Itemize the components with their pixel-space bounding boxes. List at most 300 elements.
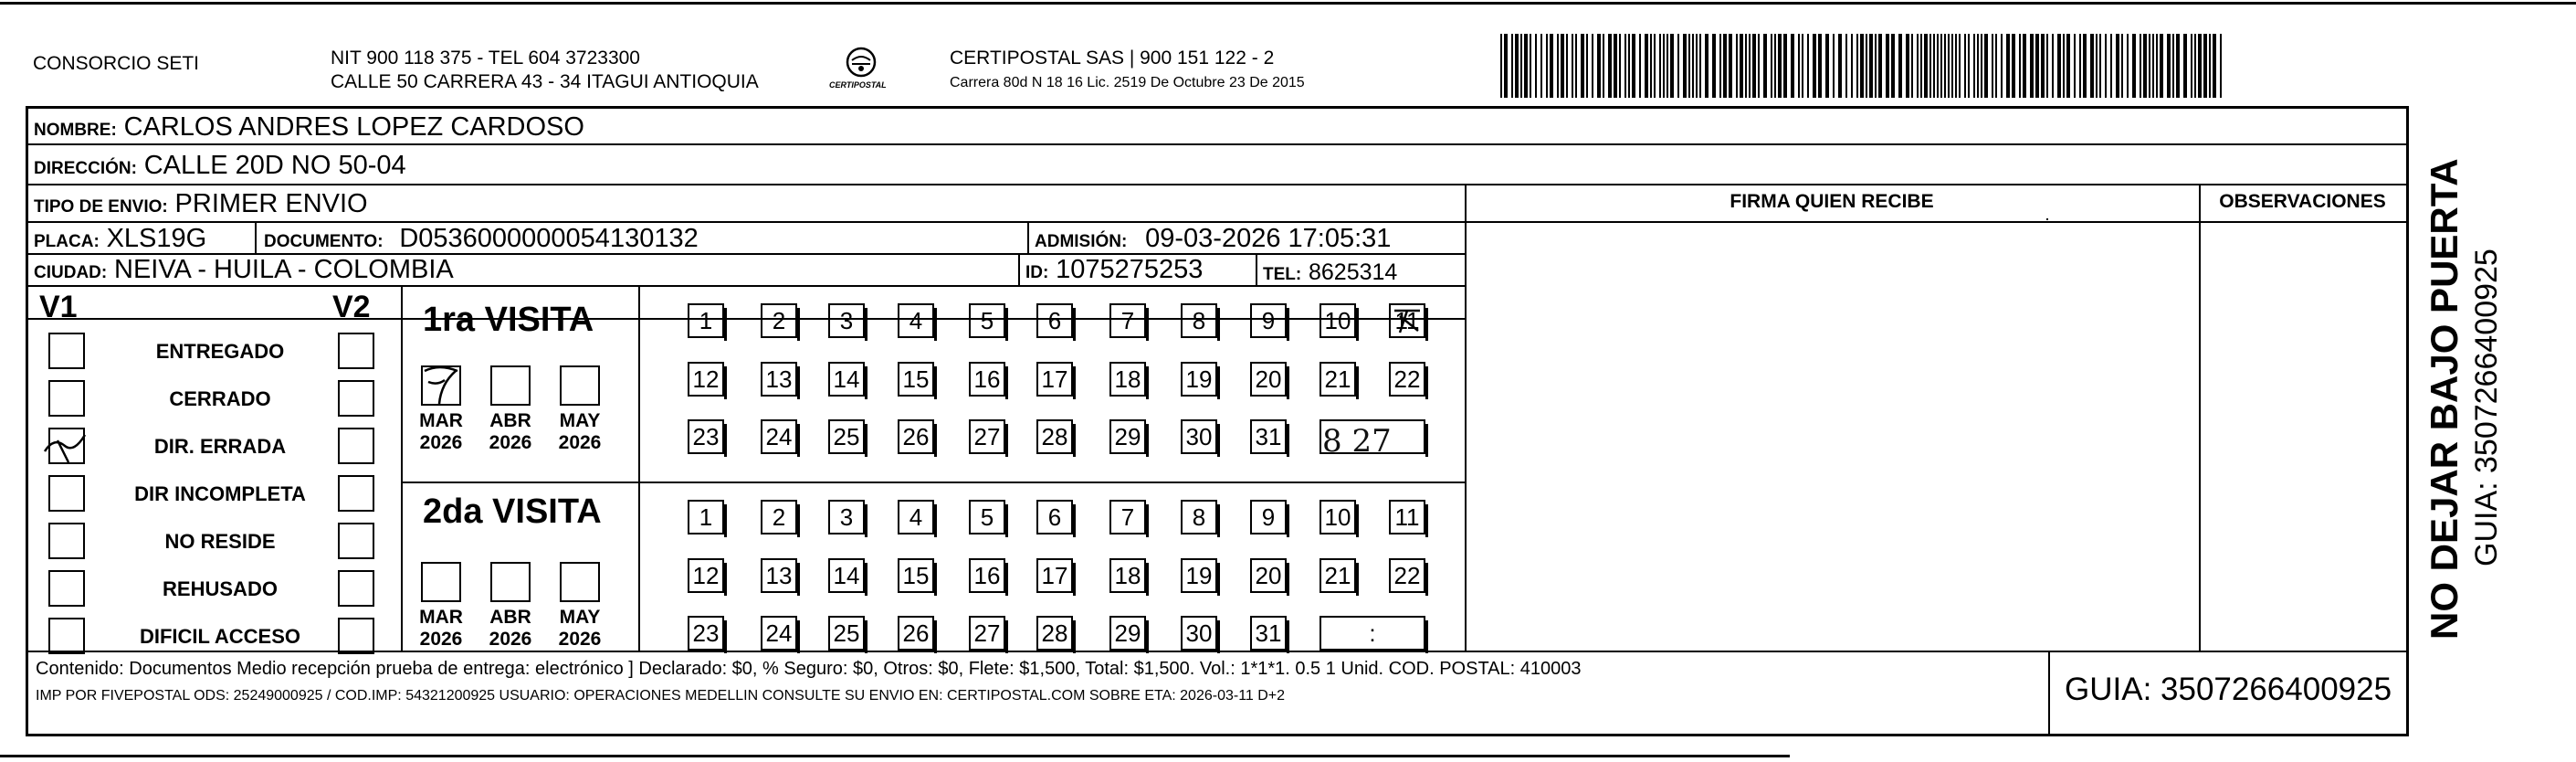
day-checkbox[interactable]: 26 xyxy=(898,419,934,454)
barcode-bar xyxy=(2083,34,2087,98)
barcode-icon xyxy=(1500,34,2226,98)
day-checkbox[interactable]: 13 xyxy=(761,558,797,593)
month-label xyxy=(478,607,543,651)
v2-checkbox[interactable] xyxy=(338,333,374,369)
tel-value: 8625314 xyxy=(1309,259,1398,285)
month-label xyxy=(547,410,613,454)
barcode-bar xyxy=(1654,34,1656,98)
day-checkbox[interactable]: 29 xyxy=(1109,419,1146,454)
barcode-bar xyxy=(2191,34,2192,98)
barcode-bar xyxy=(2074,34,2076,98)
barcode-bar xyxy=(1778,34,1782,98)
barcode-bar xyxy=(1530,34,1531,98)
v2-checkbox[interactable] xyxy=(338,428,374,464)
barcode-bar xyxy=(1955,34,1957,98)
barcode-bar xyxy=(2063,34,2065,98)
day-checkbox[interactable]: 18 xyxy=(1109,558,1146,593)
barcode-bar xyxy=(1597,34,1601,98)
barcode-bar xyxy=(2203,34,2207,98)
barcode-bar xyxy=(1557,34,1559,98)
barcode-bar xyxy=(1628,34,1630,98)
day-checkbox[interactable]: 14 xyxy=(828,362,865,397)
col-line xyxy=(1465,184,1467,651)
barcode-bar xyxy=(1929,34,1931,98)
barcode-bar xyxy=(1802,34,1803,98)
barcode-bar xyxy=(2172,34,2174,98)
col-line xyxy=(1256,253,1257,285)
barcode-bar xyxy=(2140,34,2141,98)
barcode-bar xyxy=(1752,34,1756,98)
day-checkbox[interactable]: 17 xyxy=(1036,558,1073,593)
day-checkbox[interactable]: 5 xyxy=(969,303,1005,338)
barcode-bar xyxy=(1856,34,1858,98)
barcode-bar xyxy=(1504,34,1508,98)
month-checkbox[interactable] xyxy=(560,562,600,602)
barcode-bar xyxy=(1869,34,1873,98)
barcode-bar xyxy=(1964,34,1966,98)
day-checkbox[interactable]: 19 xyxy=(1181,558,1217,593)
footer-guia: GUIA: 3507266400925 xyxy=(2065,672,2392,707)
status-label: ENTREGADO xyxy=(155,340,285,363)
tipo-envio-field xyxy=(34,189,368,222)
barcode-bar xyxy=(1535,34,1537,98)
barcode-bar xyxy=(1692,34,1694,98)
barcode-bar xyxy=(1981,34,1982,98)
barcode-bar xyxy=(2090,34,2094,98)
v2-checkbox[interactable] xyxy=(338,475,374,512)
day-checkbox[interactable]: 31 xyxy=(1250,616,1287,651)
barcode-bar xyxy=(2105,34,2107,98)
barcode-bar xyxy=(1614,34,1617,98)
barcode-bar xyxy=(2209,34,2211,98)
status-label: DIFICIL ACCESO xyxy=(139,625,300,648)
barcode-bar xyxy=(2176,34,2180,98)
day-checkbox[interactable]: 10 xyxy=(1320,303,1356,338)
month-checkbox[interactable] xyxy=(421,562,461,602)
certipostal-logo xyxy=(829,44,889,97)
day-checkbox[interactable]: 11 xyxy=(1389,303,1425,338)
company-name: CONSORCIO SETI xyxy=(33,53,200,74)
v2-checkbox[interactable] xyxy=(338,380,374,417)
month-name: MAR xyxy=(419,607,463,628)
documento-label: DOCUMENTO: xyxy=(264,232,384,251)
barcode-bar xyxy=(1546,34,1548,98)
nombre-label: NOMBRE: xyxy=(34,121,117,140)
barcode-bar xyxy=(1833,34,1835,98)
col-line xyxy=(2199,184,2201,651)
barcode-bar xyxy=(2057,34,2061,98)
barcode-bar xyxy=(2110,34,2112,98)
barcode-bar xyxy=(1712,34,1716,98)
time-box[interactable]: : xyxy=(1320,616,1425,651)
month-name: ABR xyxy=(489,607,531,628)
barcode-bar xyxy=(2194,34,2196,98)
handwritten-check-icon xyxy=(41,424,92,466)
barcode-bar xyxy=(1878,34,1882,98)
v2-checkbox[interactable] xyxy=(338,618,374,654)
barcode-bar xyxy=(2156,34,2158,98)
barcode-bar xyxy=(1891,34,1895,98)
barcode-bar xyxy=(1940,34,1942,98)
barcode xyxy=(1500,34,2226,98)
barcode-bar xyxy=(1763,34,1767,98)
day-checkbox[interactable]: 3 xyxy=(828,303,865,338)
firma-header: FIRMA QUIEN RECIBE xyxy=(1730,191,1934,212)
barcode-bar xyxy=(1639,34,1641,98)
barcode-bar xyxy=(2099,34,2101,98)
v1-label: V1 xyxy=(39,290,78,324)
placa-value: XLS19G xyxy=(106,224,207,253)
day-checkbox[interactable]: 27 xyxy=(969,616,1005,651)
status-label: CERRADO xyxy=(169,387,271,410)
barcode-bar xyxy=(1550,34,1553,98)
ciudad-label: CIUDAD: xyxy=(34,263,108,282)
row-line xyxy=(28,184,2406,185)
month-year: 2026 xyxy=(419,432,463,453)
day-checkbox[interactable]: 7 xyxy=(1109,500,1146,534)
month-year: 2026 xyxy=(489,629,532,650)
barcode-bar xyxy=(1572,34,1573,98)
barcode-bar xyxy=(1771,34,1772,98)
barcode-bar xyxy=(1758,34,1760,98)
barcode-bar xyxy=(1875,34,1877,98)
day-checkbox[interactable]: 23 xyxy=(688,616,724,651)
admision-field xyxy=(1035,224,1391,257)
handwritten-time: 8 27 xyxy=(1322,423,1392,460)
v2-checkbox[interactable] xyxy=(338,570,374,607)
barcode-bar xyxy=(2127,34,2129,98)
barcode-bar xyxy=(2152,34,2154,98)
barcode-bar xyxy=(2001,34,2003,98)
day-checkbox[interactable]: 9 xyxy=(1250,303,1287,338)
barcode-bar xyxy=(2023,34,2026,98)
month-label xyxy=(408,410,474,454)
day-checkbox[interactable]: 2 xyxy=(761,303,797,338)
barcode-bar xyxy=(1886,34,1889,98)
barcode-bar xyxy=(1917,34,1919,98)
day-checkbox[interactable]: 16 xyxy=(969,362,1005,397)
barcode-bar xyxy=(1951,34,1953,98)
barcode-bar xyxy=(1968,34,1970,98)
second-visit-title: 2da VISITA xyxy=(423,492,602,531)
nombre-value: CARLOS ANDRES LOPEZ CARDOSO xyxy=(123,112,584,142)
barcode-bar xyxy=(2183,34,2187,98)
day-checkbox[interactable]: 28 xyxy=(1036,419,1073,454)
barcode-bar xyxy=(1670,34,1674,98)
barcode-bar xyxy=(1645,34,1648,98)
barcode-bar xyxy=(1683,34,1687,98)
day-checkbox[interactable]: 21 xyxy=(1320,558,1356,593)
barcode-bar xyxy=(2160,34,2163,98)
day-checkbox[interactable]: 9 xyxy=(1250,500,1287,534)
barcode-bar xyxy=(1699,34,1701,98)
day-checkbox[interactable]: 20 xyxy=(1250,558,1287,593)
direccion-label: DIRECCIÓN: xyxy=(34,159,137,178)
nit-tel: NIT 900 118 375 - TEL 604 3723300 xyxy=(331,48,640,69)
day-checkbox[interactable]: 7 xyxy=(1109,303,1146,338)
barcode-bar xyxy=(1677,34,1679,98)
direccion-field xyxy=(34,151,406,184)
barcode-bar xyxy=(1650,34,1652,98)
barcode-bar xyxy=(1619,34,1621,98)
barcode-bar xyxy=(1933,34,1935,98)
direccion-value: CALLE 20D NO 50-04 xyxy=(143,151,406,180)
day-checkbox[interactable]: 4 xyxy=(898,303,934,338)
col-line xyxy=(1018,253,1020,285)
barcode-bar xyxy=(1667,34,1668,98)
barcode-bar xyxy=(1851,34,1853,98)
day-checkbox[interactable]: 17 xyxy=(1036,362,1073,397)
day-checkbox[interactable]: 29 xyxy=(1109,616,1146,651)
tel-label: TEL: xyxy=(1263,265,1302,284)
day-checkbox[interactable]: 1 xyxy=(688,500,724,534)
day-checkbox[interactable]: 28 xyxy=(1036,616,1073,651)
barcode-bar xyxy=(1632,34,1635,98)
barcode-bar xyxy=(1705,34,1709,98)
col-line xyxy=(1027,221,1029,253)
day-checkbox[interactable]: 22 xyxy=(1389,362,1425,397)
certipostal-nit: CERTIPOSTAL SAS | 900 151 122 - 2 xyxy=(950,48,1275,69)
day-checkbox[interactable]: 12 xyxy=(688,558,724,593)
barcode-bar xyxy=(1659,34,1661,98)
admision-label: ADMISIÓN: xyxy=(1035,232,1128,251)
id-label: ID: xyxy=(1025,263,1049,282)
tipo-envio-label: TIPO DE ENVIO: xyxy=(34,197,168,217)
observaciones-header: OBSERVACIONES xyxy=(2219,191,2386,212)
barcode-bar xyxy=(1729,34,1732,98)
barcode-bar xyxy=(2220,34,2222,98)
day-checkbox[interactable]: 24 xyxy=(761,616,797,651)
day-checkbox[interactable]: 21 xyxy=(1320,362,1356,397)
barcode-bar xyxy=(1624,34,1626,98)
barcode-bar xyxy=(2019,34,2021,98)
barcode-bar xyxy=(1783,34,1787,98)
month-label xyxy=(478,410,543,454)
day-checkbox[interactable]: 15 xyxy=(898,362,934,397)
day-checkbox[interactable]: 25 xyxy=(828,616,865,651)
row-line xyxy=(401,482,1465,483)
barcode-bar xyxy=(1906,34,1909,98)
id-value: 1075275253 xyxy=(1056,255,1204,284)
v1-checkbox[interactable] xyxy=(48,570,85,607)
month-name: MAR xyxy=(419,410,463,431)
tel-field xyxy=(1263,257,1397,290)
barcode-bar xyxy=(2066,34,2070,98)
col-line xyxy=(401,285,403,651)
day-checkbox[interactable]: 8 xyxy=(1181,500,1217,534)
barcode-bar xyxy=(2041,34,2045,98)
day-checkbox[interactable]: 6 xyxy=(1036,303,1073,338)
barcode-bar xyxy=(1924,34,1928,98)
month-name: MAY xyxy=(559,607,601,628)
status-label: DIR. ERRADA xyxy=(153,435,287,458)
barcode-bar xyxy=(1995,34,1997,98)
row-line xyxy=(2046,218,2048,220)
barcode-bar xyxy=(2121,34,2123,98)
status-label: DIR INCOMPLETA xyxy=(134,482,306,505)
barcode-bar xyxy=(1860,34,1864,98)
status-label: NO RESIDE xyxy=(164,530,276,553)
barcode-bar xyxy=(2143,34,2147,98)
barcode-bar xyxy=(1520,34,1522,98)
barcode-bar xyxy=(1818,34,1822,98)
day-checkbox[interactable]: 31 xyxy=(1250,419,1287,454)
barcode-bar xyxy=(2035,34,2039,98)
barcode-bar xyxy=(2149,34,2150,98)
v1-checkbox[interactable] xyxy=(48,523,85,559)
month-label xyxy=(408,607,474,651)
barcode-bar xyxy=(1540,34,1542,98)
barcode-bar xyxy=(1561,34,1564,98)
barcode-bar xyxy=(1586,34,1588,98)
day-checkbox[interactable]: 3 xyxy=(828,500,865,534)
barcode-bar xyxy=(1719,34,1721,98)
month-year: 2026 xyxy=(558,432,602,453)
barcode-bar xyxy=(1845,34,1847,98)
barcode-bar xyxy=(1511,34,1513,98)
tipo-envio-value: PRIMER ENVIO xyxy=(174,189,368,218)
barcode-bar xyxy=(1992,34,1993,98)
day-checkbox[interactable]: 6 xyxy=(1036,500,1073,534)
documento-field xyxy=(264,224,699,257)
barcode-bar xyxy=(1524,34,1528,98)
barcode-bar xyxy=(1581,34,1584,98)
day-checkbox[interactable]: 22 xyxy=(1389,558,1425,593)
barcode-bar xyxy=(2052,34,2054,98)
no-dejar-bajo-puerta: NO DEJAR BAJO PUERTA xyxy=(2423,158,2466,640)
barcode-bar xyxy=(2012,34,2015,98)
barcode-bar xyxy=(1663,34,1665,98)
month-year: 2026 xyxy=(489,432,532,453)
v1-checkbox[interactable] xyxy=(48,475,85,512)
barcode-bar xyxy=(2198,34,2202,98)
placa-label: PLACA: xyxy=(34,232,100,251)
barcode-bar xyxy=(2046,34,2048,98)
footer-impresion: IMP POR FIVEPOSTAL ODS: 25249000925 / COD.IMP: 54321200925 USUARIO: OPERACIONES MEDELLIN CONSULTE SU ENVIO EN: CERTIPOSTAL.COM SOBRE ETA: 2026-03-11 D+2 xyxy=(36,688,1286,704)
bottom-border xyxy=(0,755,1790,757)
day-checkbox[interactable]: 23 xyxy=(688,419,724,454)
day-checkbox[interactable]: 8 xyxy=(1181,303,1217,338)
day-checkbox[interactable]: 14 xyxy=(828,558,865,593)
placa-field xyxy=(34,224,206,257)
barcode-bar xyxy=(2096,34,2098,98)
day-checkbox[interactable]: 19 xyxy=(1181,362,1217,397)
v2-checkbox[interactable] xyxy=(338,523,374,559)
day-checkbox[interactable]: 25 xyxy=(828,419,865,454)
day-checkbox[interactable]: 16 xyxy=(969,558,1005,593)
col-line xyxy=(2048,651,2050,736)
barcode-bar xyxy=(1500,34,1502,98)
day-checkbox[interactable]: 18 xyxy=(1109,362,1146,397)
day-checkbox[interactable]: 12 xyxy=(688,362,724,397)
barcode-bar xyxy=(1592,34,1593,98)
barcode-bar xyxy=(1791,34,1794,98)
barcode-bar xyxy=(1696,34,1698,98)
v2-label: V2 xyxy=(332,290,371,324)
barcode-bar xyxy=(1944,34,1946,98)
month-checkbox[interactable] xyxy=(490,365,531,406)
month-label xyxy=(547,607,613,651)
month-checkbox[interactable] xyxy=(560,365,600,406)
top-border xyxy=(0,2,2576,5)
barcode-bar xyxy=(1866,34,1867,98)
day-checkbox[interactable]: 2 xyxy=(761,500,797,534)
month-year: 2026 xyxy=(419,629,463,650)
logo-text: CERTIPOSTAL xyxy=(829,80,887,90)
handwritten-check-icon xyxy=(419,362,465,407)
company-address: CALLE 50 CARRERA 43 - 34 ITAGUI ANTIOQUIA xyxy=(331,71,759,92)
barcode-bar xyxy=(1937,34,1939,98)
day-checkbox[interactable]: 15 xyxy=(898,558,934,593)
day-checkbox[interactable]: 11 xyxy=(1389,500,1425,534)
col-line xyxy=(255,221,257,253)
barcode-bar xyxy=(1948,34,1950,98)
barcode-bar xyxy=(2132,34,2136,98)
barcode-bar xyxy=(1911,34,1913,98)
ciudad-value: NEIVA - HUILA - COLOMBIA xyxy=(114,255,454,284)
id-field xyxy=(1025,255,1203,288)
barcode-bar xyxy=(1973,34,1975,98)
day-checkbox[interactable]: 30 xyxy=(1181,419,1217,454)
barcode-bar xyxy=(2167,34,2171,98)
footer-contenido: Contenido: Documentos Medio recepción prueba de entrega: electrónico ] Declarado: $0, % Seguro: $0, Otros: $0, Flete: $1,500, Total: $1,500. Vol.: 1*1*1. 0.5 1 Unid. COD. POSTAL: 410003 xyxy=(36,659,1582,679)
v1-checkbox[interactable] xyxy=(48,618,85,654)
v1-checkbox[interactable] xyxy=(48,380,85,417)
first-visit-title: 1ra VISITA xyxy=(423,301,594,339)
row-line xyxy=(28,221,2406,223)
day-checkbox[interactable]: 30 xyxy=(1181,616,1217,651)
barcode-bar xyxy=(1920,34,1922,98)
day-checkbox[interactable]: 24 xyxy=(761,419,797,454)
barcode-bar xyxy=(1723,34,1727,98)
ciudad-field xyxy=(34,255,454,288)
barcode-bar xyxy=(1575,34,1577,98)
month-checkbox[interactable] xyxy=(490,562,531,602)
documento-value: D0536000000054130132 xyxy=(399,224,699,253)
barcode-bar xyxy=(1825,34,1829,98)
day-checkbox[interactable]: 10 xyxy=(1320,500,1356,534)
v1-checkbox[interactable] xyxy=(48,333,85,369)
side-guia: GUIA: 3507266400925 xyxy=(2469,249,2504,566)
day-checkbox[interactable]: 1 xyxy=(688,303,724,338)
barcode-bar xyxy=(1984,34,1988,98)
barcode-bar xyxy=(2213,34,2216,98)
admision-value: 09-03-2026 17:05:31 xyxy=(1145,224,1392,253)
month-year: 2026 xyxy=(558,629,602,650)
barcode-bar xyxy=(1798,34,1800,98)
day-checkbox[interactable]: 5 xyxy=(969,500,1005,534)
col-line xyxy=(638,285,640,651)
day-checkbox[interactable]: 13 xyxy=(761,362,797,397)
barcode-bar xyxy=(1736,34,1738,98)
barcode-bar xyxy=(2116,34,2119,98)
barcode-bar xyxy=(1688,34,1690,98)
barcode-bar xyxy=(1603,34,1604,98)
barcode-bar xyxy=(2006,34,2010,98)
day-checkbox[interactable]: 4 xyxy=(898,500,934,534)
shipping-form xyxy=(26,106,2409,736)
day-checkbox[interactable]: 26 xyxy=(898,616,934,651)
barcode-bar xyxy=(1838,34,1842,98)
barcode-bar xyxy=(1566,34,1568,98)
nombre-field xyxy=(34,112,584,145)
certipostal-license: Carrera 80d N 18 16 Lic. 2519 De Octubre 23 De 2015 xyxy=(950,75,1305,90)
day-checkbox[interactable]: 27 xyxy=(969,419,1005,454)
barcode-bar xyxy=(2030,34,2034,98)
day-checkbox[interactable]: 20 xyxy=(1250,362,1287,397)
barcode-bar xyxy=(1515,34,1519,98)
month-name: ABR xyxy=(489,410,531,431)
